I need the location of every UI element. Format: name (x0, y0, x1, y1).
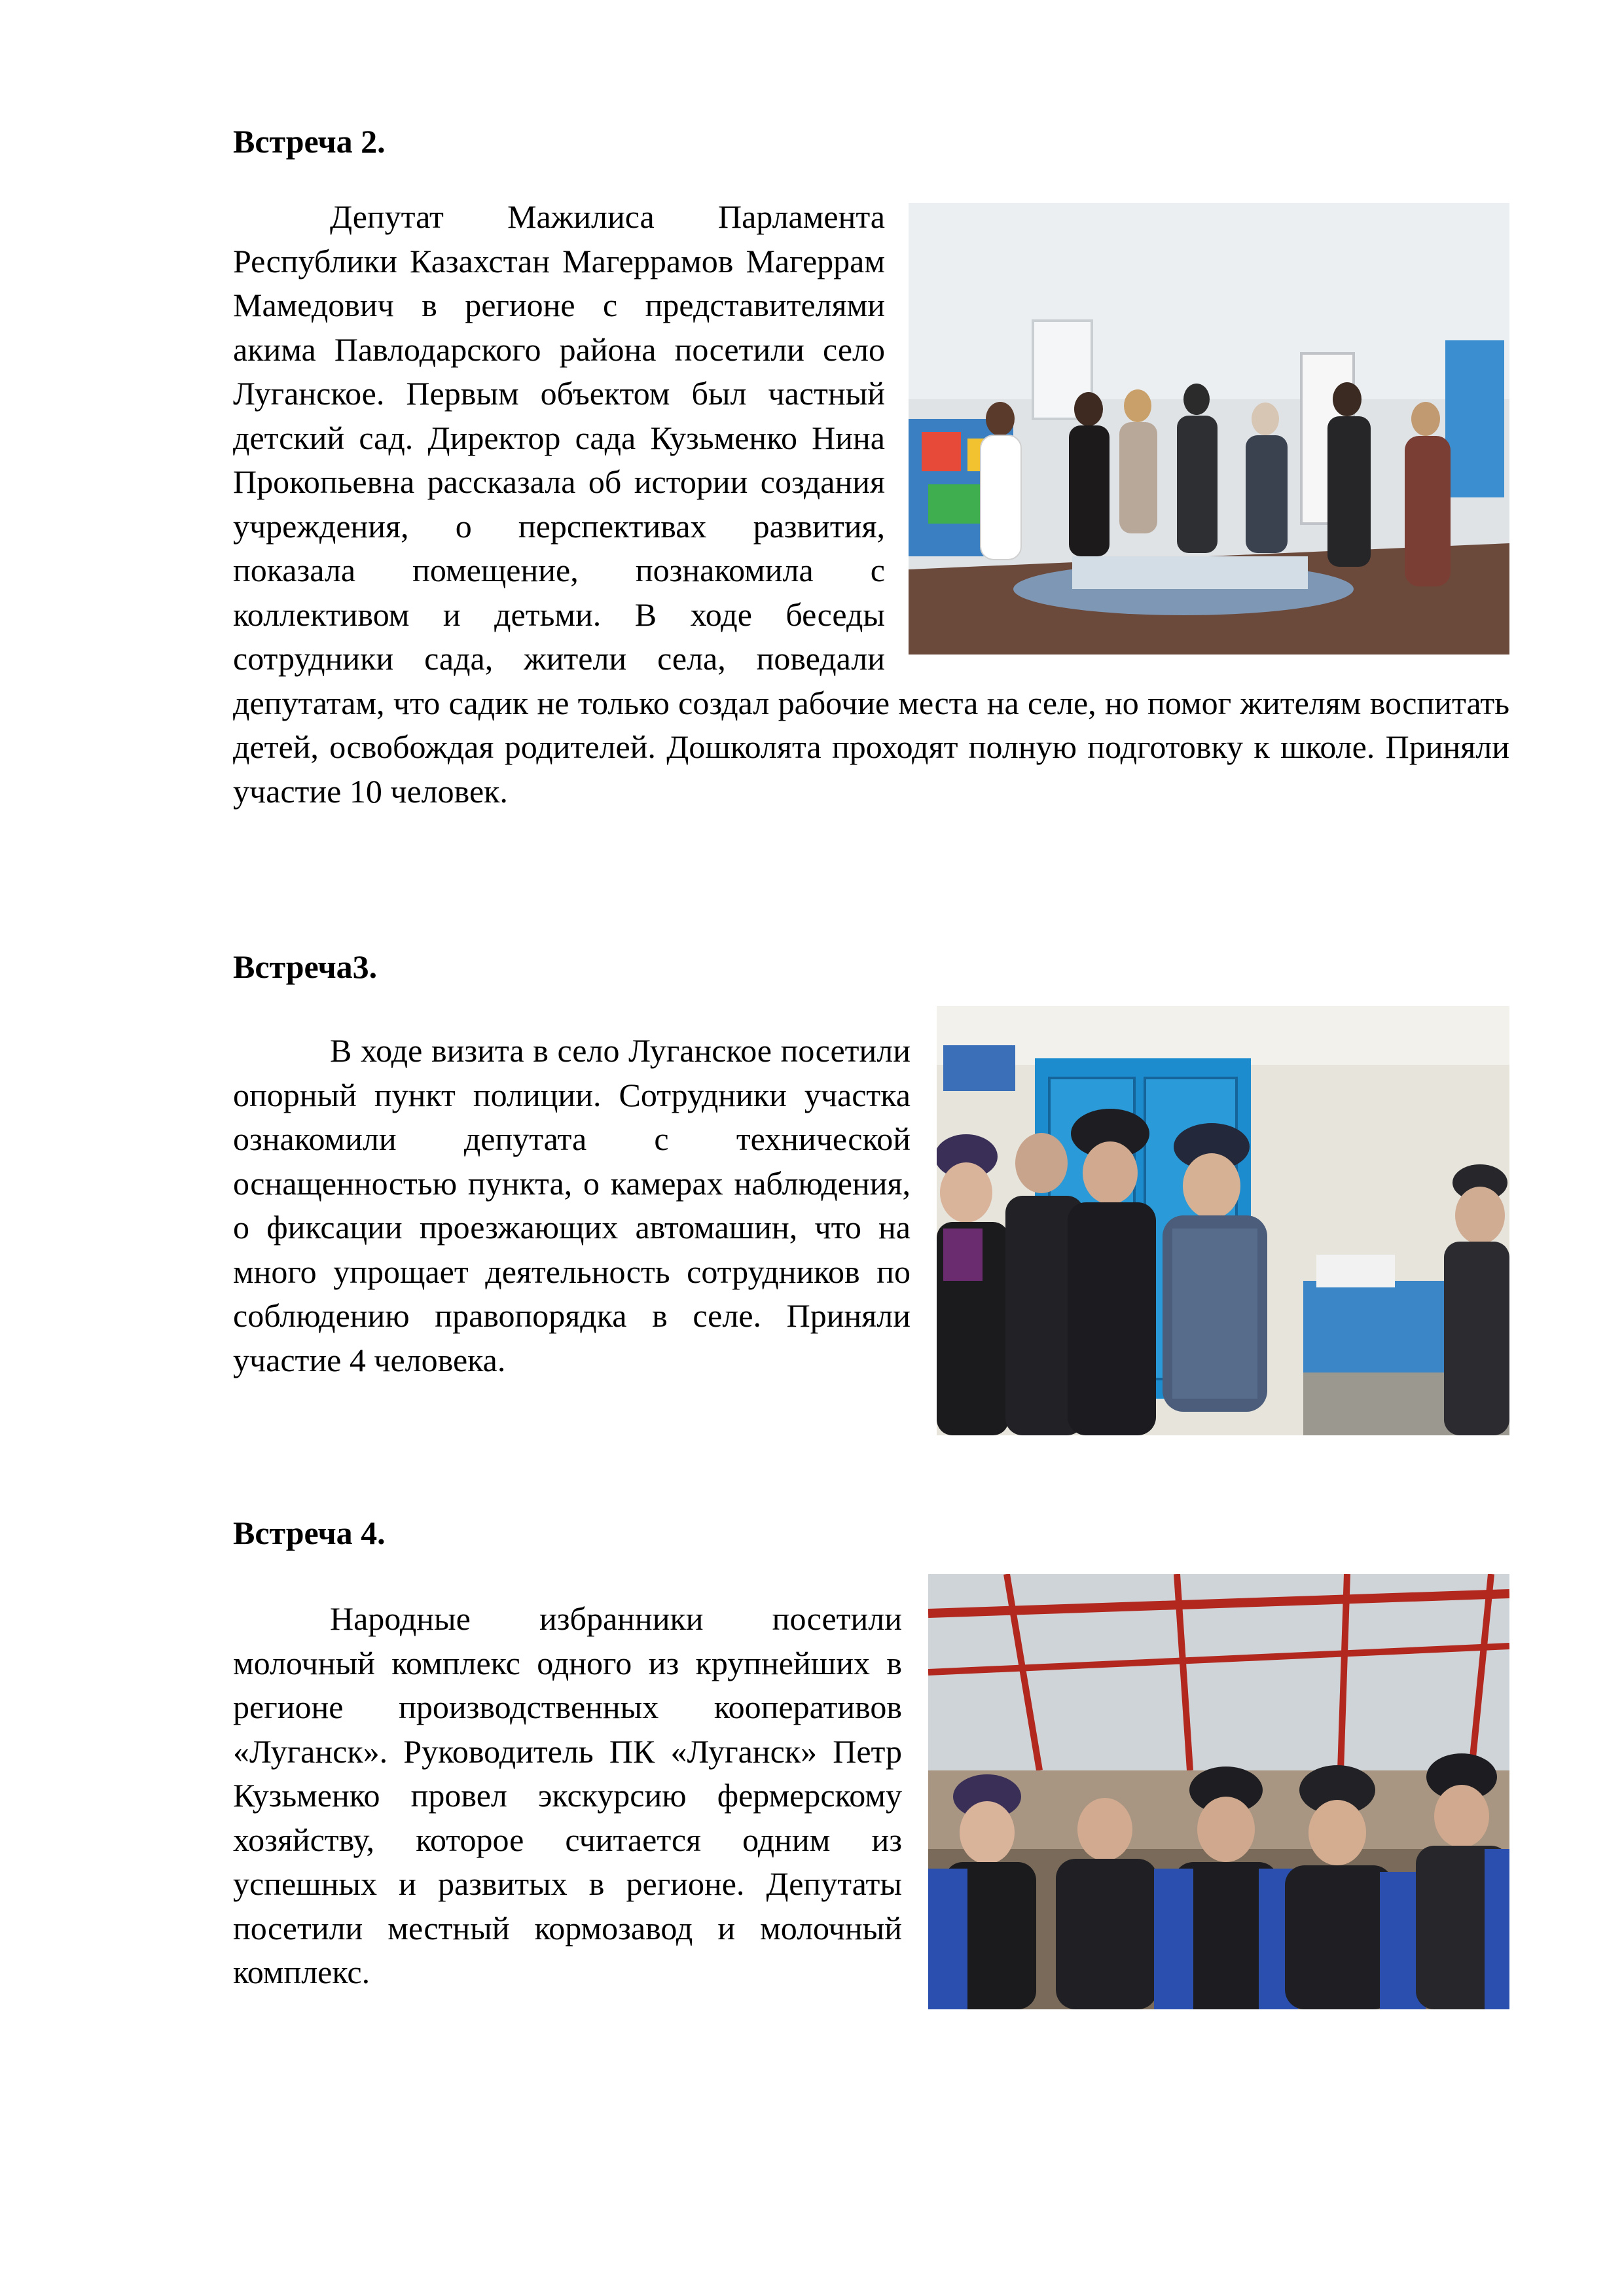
meeting-2-section (233, 195, 1509, 814)
meeting-3-text: В ходе визита в село Луганское посетили опорный пункт полиции. Сотрудники участка ознакомили депутата с технической оснащенностью пункта, о камерах наблюдения, о фиксации проезжающих автомашин, что на много упрощает деятельность сотрудников по соблюдению правопорядка в селе. Приняли участие 4 человека. (233, 1032, 911, 1378)
kindergarten-visit-photo (909, 203, 1509, 655)
meeting-4-heading: Встреча 4. (233, 1515, 386, 1551)
meeting-2-heading: Встреча 2. (233, 123, 386, 160)
dairy-complex-visit-photo (928, 1574, 1509, 2009)
meeting-2-text: Депутат Мажилиса Парламента Республики Казахстан Магеррамов Магеррам Мамедович в регионе с представителями акима Павлодарского района посетили село Луганское. Первым объектом был частный детский сад. Директор сада Кузьменко Нина Прокопьевна рассказала об истории создания учреждения, о перспективах развития, показала помещение, познакомила с коллективом и детьми. В ходе беседы сотрудники сада, жители села, поведали депутатам, что садик не только создал рабочие места на селе, но помог жителям воспитать детей, освобождая родителей. Дошколята проходят полную подготовку к школе. Приняли участие 10 человек. (233, 198, 1509, 810)
meeting-3-section (233, 1029, 1509, 1448)
meeting-3-heading: Встреча3. (233, 948, 378, 985)
police-point-visit-photo (937, 1006, 1509, 1435)
meeting-4-section (233, 1597, 1509, 2022)
meeting-4-text: Народные избранники посетили молочный комплекс одного из крупнейших в регионе производственных кооперативов «Луганск». Руководитель ПК «Луганск» Петр Кузьменко провел экскурсию фермерскому хозяйству, которое считается одним из успешных и развитых в регионе. Депутаты посетили местный кормозавод и молочный комплекс. (233, 1600, 902, 1990)
